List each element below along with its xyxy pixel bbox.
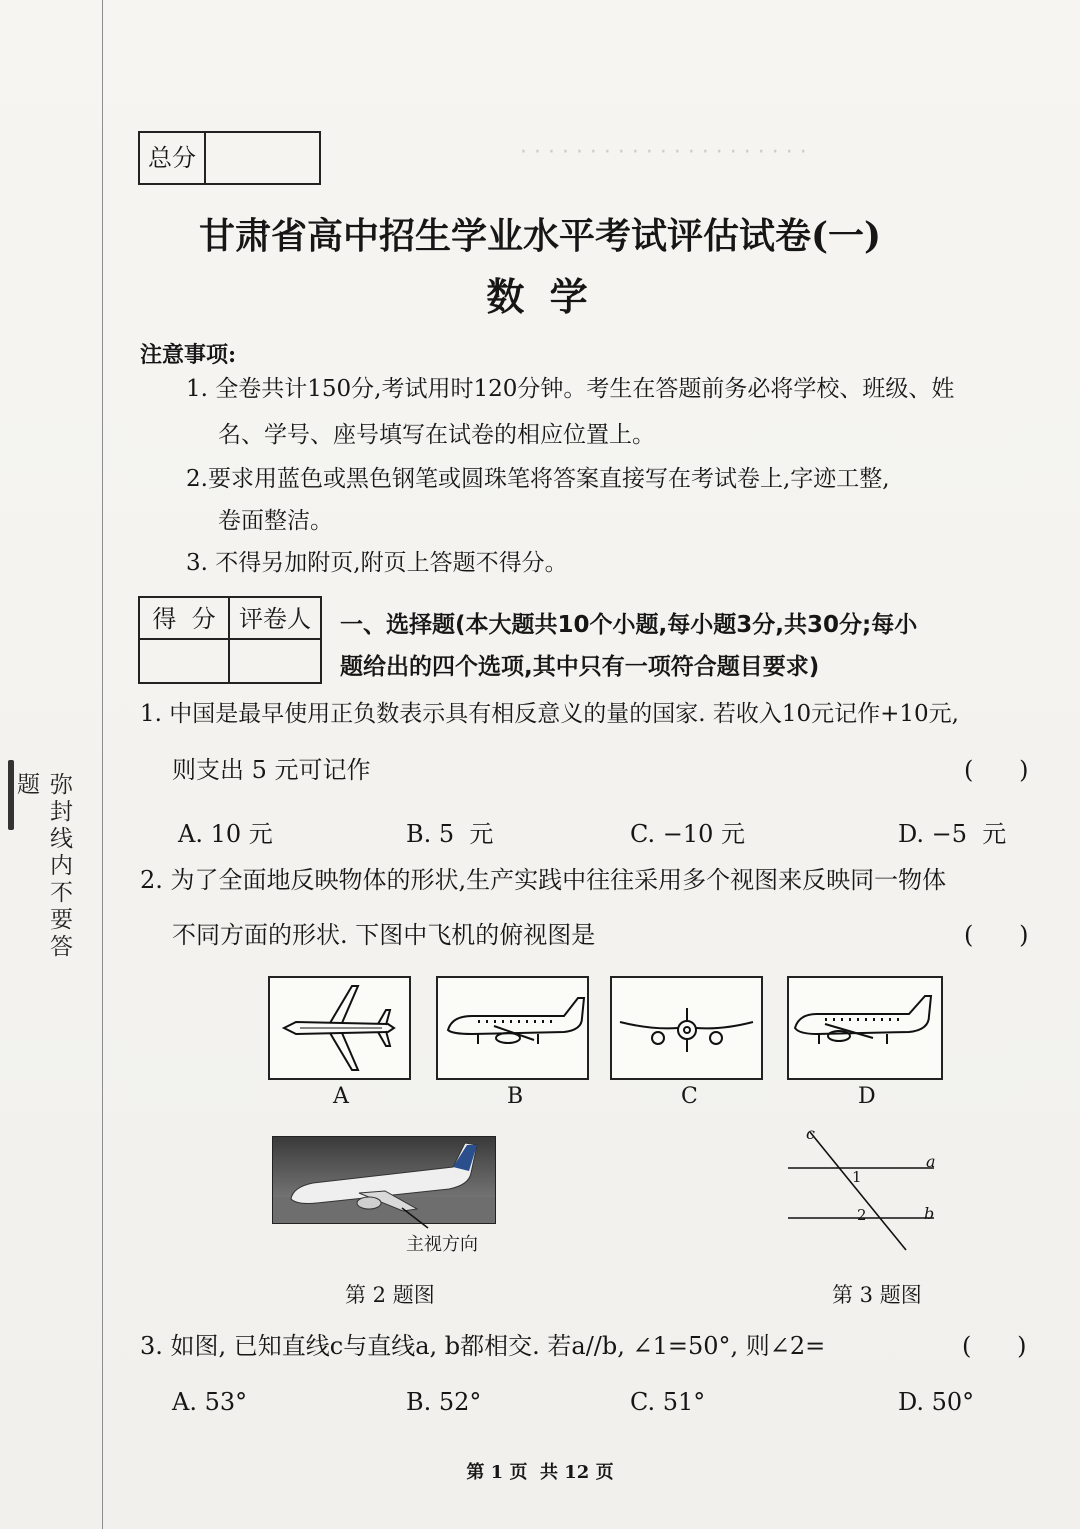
- line-b-label: b: [924, 1204, 935, 1223]
- question-1-line2: 则支出 5 元可记作: [172, 756, 371, 784]
- notice-item-2-cont: 卷面整洁。: [218, 508, 333, 534]
- page-footer: 第 1 页 共 12 页: [466, 1462, 614, 1483]
- figure-label-b: B: [507, 1084, 524, 1109]
- total-score-input[interactable]: [208, 133, 319, 183]
- plane-side-view-icon: [438, 978, 587, 1078]
- question-2-line1: 2. 为了全面地反映物体的形状,生产实践中往往采用多个视图来反映同一物体: [140, 866, 947, 894]
- question-1-option-d: D. −5 元: [898, 820, 1007, 848]
- bleed-through-text: · · · · · · · · · · · · · · · · · · · · ·: [520, 140, 807, 165]
- question-3-option-b: B. 52°: [406, 1388, 482, 1416]
- figure-option-b: [436, 976, 589, 1080]
- exam-title: 甘肃省高中招生学业水平考试评估试卷(一): [198, 215, 882, 257]
- figure-option-a: [268, 976, 411, 1080]
- line-c-label: c: [806, 1124, 815, 1143]
- grade-table: [138, 596, 322, 684]
- line-a-label: a: [926, 1152, 936, 1171]
- grade-grader-label: 评卷人: [230, 598, 320, 640]
- question-1-option-c: C. −10 元: [630, 820, 746, 848]
- figure-label-d: D: [858, 1084, 876, 1109]
- question-2-answer-bracket[interactable]: ( ): [964, 921, 1029, 949]
- figure-label-a: A: [333, 1084, 349, 1109]
- notice-item-1-cont: 名、学号、座号填写在试卷的相应位置上。: [218, 422, 655, 448]
- airplane-photo: [272, 1136, 496, 1224]
- grade-grader-input[interactable]: [230, 640, 320, 682]
- question-1-answer-bracket[interactable]: ( ): [964, 756, 1029, 784]
- plane-side-view-alt-icon: [789, 978, 941, 1078]
- subject-title: 数 学: [486, 274, 594, 319]
- airplane-photo-image: [273, 1137, 495, 1223]
- figure-label-c: C: [681, 1084, 698, 1109]
- question-3-answer-bracket[interactable]: ( ): [962, 1332, 1027, 1360]
- sidebar-warning: 弥封线内不要答题: [13, 772, 72, 961]
- notice-item-3: 3. 不得另加附页,附页上答题不得分。: [186, 550, 568, 576]
- notice-heading: 注意事项:: [140, 342, 237, 368]
- question-3-option-c: C. 51°: [630, 1388, 706, 1416]
- question-3-option-d: D. 50°: [898, 1388, 975, 1416]
- question-1-option-b: B. 5 元: [406, 820, 494, 848]
- direction-arrow-icon: [398, 1206, 438, 1232]
- question-1-option-a: A. 10 元: [178, 820, 273, 848]
- question-3-option-a: A. 53°: [172, 1388, 248, 1416]
- notice-item-2: 2.要求用蓝色或黑色钢笔或圆珠笔将答案直接写在考试卷上,字迹工整,: [186, 466, 890, 492]
- total-score-box: [138, 131, 321, 185]
- plane-front-view-icon: [612, 978, 761, 1078]
- question-2-figure-caption: 第 2 题图: [345, 1283, 435, 1307]
- notice-item-1: 1. 全卷共计150分,考试用时120分钟。考生在答题前务必将学校、班级、姓: [186, 376, 955, 402]
- angle-2-label: 2: [857, 1206, 867, 1224]
- total-score-label: 总分: [140, 133, 206, 183]
- photo-caption: 主视方向: [406, 1234, 478, 1255]
- question-3-line1: 3. 如图, 已知直线c与直线a, b都相交. 若a//b, ∠1=50°, 则∠2=: [140, 1332, 826, 1360]
- figure-option-c: [610, 976, 763, 1080]
- grade-score-input[interactable]: [140, 640, 230, 682]
- grade-score-label: 得 分: [140, 598, 230, 640]
- figure-option-d: [787, 976, 943, 1080]
- question-3-figure-caption: 第 3 题图: [832, 1283, 922, 1307]
- section1-heading-cont: 题给出的四个选项,其中只有一项符合题目要求): [340, 654, 820, 680]
- angle-1-label: 1: [852, 1168, 862, 1186]
- question-2-line2: 不同方面的形状. 下图中飞机的俯视图是: [172, 921, 596, 949]
- plane-top-view-icon: [270, 978, 409, 1078]
- section1-heading: 一、选择题(本大题共10个小题,每小题3分,共30分;每小: [340, 612, 918, 638]
- question-1-line1: 1. 中国是最早使用正负数表示具有相反意义的量的国家. 若收入10元记作+10元,: [140, 701, 959, 727]
